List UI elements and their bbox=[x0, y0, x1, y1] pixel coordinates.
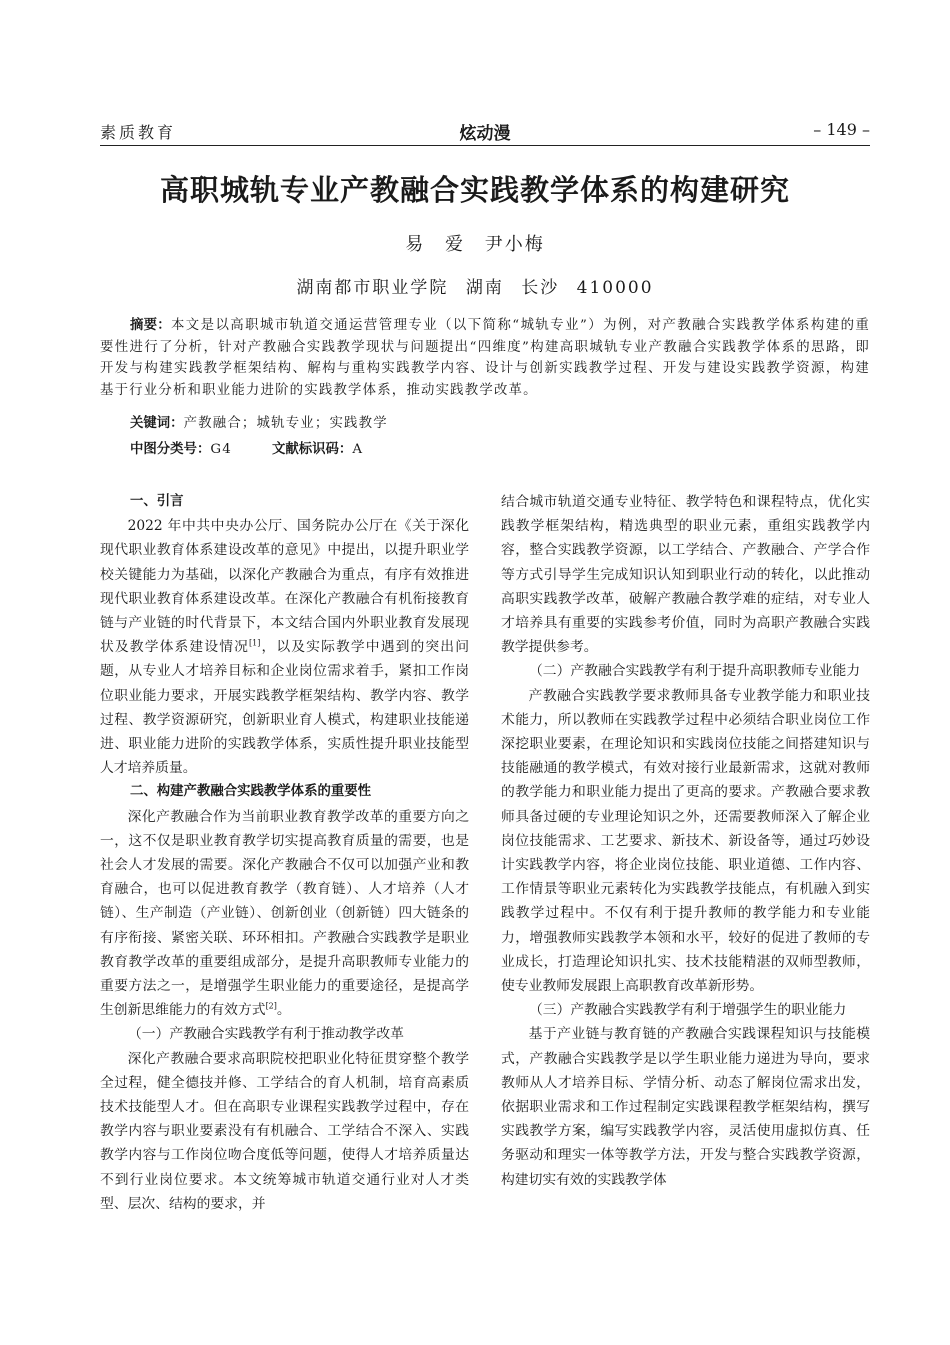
header-rule bbox=[100, 145, 870, 146]
keywords-label: 关键词： bbox=[130, 416, 184, 431]
paragraph: 深化产教融合作为当前职业教育教学改革的重要方向之一，这不仅是职业教育教学切实提高教育质量的需要，也是社会人才发展的需要。深化产教融合不仅可以加强产业和教育融合，也可以促进教育教学（教育链）、人才培养（人才链）、生产制造（产业链）、创新创业（创新链）四大链条的有序衔接、紧密关联、环环相扣。产教融合实践教学是职业教育教学改革的重要组成部分，是提升高职教师专业能力的重要方法之一，是增强学生职业能力的重要途径，是提高学生创新思维能力的有效方式[2]。 bbox=[100, 808, 469, 1019]
subsection-heading: （二）产教融合实践教学有利于提升高职教师专业能力 bbox=[529, 663, 861, 680]
paragraph: 结合城市轨道交通专业特征、教学特色和课程特点，优化实践教学框架结构，精选典型的职业元素，重组实践教学内容，整合实践教学资源，以工学结合、产教融合、产学合作等方式引导学生完成知识认知到职业行动的转化，以此推动高职实践教学改革，破解产教融合教学难的症结，对专业人才培养具有重要的实践参考价值，同时为高职产教融合实践教学提供参考。 bbox=[501, 494, 870, 656]
keywords-text: 产教融合；城轨专业；实践教学 bbox=[183, 416, 388, 431]
abstract bbox=[100, 315, 870, 401]
paragraph: 基于产业链与教育链的产教融合实践课程知识与技能模式，产教融合实践教学是以学生职业能力递进为导向，要求教师从人才培养目标、学情分析、动态了解岗位需求出发，依据职业需求和工作过程制定实践课程教学框架结构，撰写实践教学方案，编写实践教学内容，灵活使用虚拟仿真、任务驱动和理实一体等教学方法，开发与整合实践教学资源，构建切实有效的实践教学体 bbox=[501, 1026, 870, 1188]
keywords bbox=[130, 412, 388, 431]
journal-section-name: 素质教育 bbox=[100, 123, 177, 142]
clc-label: 中图分类号： bbox=[130, 442, 211, 457]
section-heading: 一、引言 bbox=[130, 494, 184, 509]
affiliation: 湖南都市职业学院 湖南 长沙 410000 bbox=[296, 278, 654, 298]
paper-title: 高职城轨专业产教融合实践教学体系的构建研究 bbox=[159, 173, 790, 207]
citation-ref: [1] bbox=[249, 638, 261, 648]
section-heading: 二、构建产教融合实践教学体系的重要性 bbox=[130, 784, 372, 800]
subsection-heading: （一）产教融合实践教学有利于推动教学改革 bbox=[128, 1026, 404, 1043]
subsection-heading: （三）产教融合实践教学有利于增强学生的职业能力 bbox=[529, 1002, 847, 1019]
classification bbox=[130, 438, 363, 457]
paragraph: 2022 年中共中央办公厅、国务院办公厅在《关于深化现代职业教育体系建设改革的意见》中提出，以提升职业学校关键能力为基础，以深化产教融合为重点，有序有效推进现代职业教育体系建设改革。在深化产教融合有机衔接教育链与产业链的时代背景下，本文结合国内外职业教育发展现状及教学体系建设情况[1]，以及实际教学中遇到的突出问题，从专业人才培养目标和企业岗位需求着手，紧扣工作岗位职业能力要求，开展实践教学框架结构、教学内容、教学过程、教学资源研究，创新职业育人模式，构建职业技能递进、职业能力进阶的实践教学体系，实质性提升职业技能型人才培养质量。 bbox=[100, 518, 470, 777]
doc-code-label: 文献标识码： bbox=[271, 442, 353, 457]
body-column-right bbox=[501, 490, 870, 1192]
doc-code-value: A bbox=[352, 442, 364, 457]
paragraph: 产教融合实践教学要求教师具备专业教学能力和职业技术能力，所以教师在实践教学过程中必须结合职业岗位工作深挖职业要素，在理论知识和实践岗位技能之间搭建知识与技能融通的教学模式，有效对接行业最新需求，这就对教师的教学能力和职业能力提出了更高的要求。产教融合要求教师具备过硬的专业理论知识之外，还需要教师深入了解企业岗位技能需求、工艺要求、新技术、新设备等，通过巧妙设计实践教学内容，将企业岗位技能、职业道德、工作内容、工作情景等职业元素转化为实践教学技能点，有机融入到实践教学过程中。不仅有利于提升教师的教学能力和专业能力，增强教师实践教学本领和水平，较好的促进了教师的专业成长，打造理论知识扎实、技术技能精湛的双师型教师，使专业教师发展跟上高职教育改革新形势。 bbox=[501, 687, 870, 995]
page-number: – 149 – bbox=[813, 120, 870, 139]
paragraph: 深化产教融合要求高职院校把职业化特征贯穿整个教学全过程，健全德技并修、工学结合的育人机制，培育高素质技术技能型人才。但在高职专业课程实践教学过程中，存在教学内容与职业要素没有有机融合、工学结合不深入、实践教学内容与工作岗位吻合度低等问题，使得人才培养质量达不到行业岗位要求。本文统筹城市轨道交通行业对人才类型、层次、结构的要求，并 bbox=[100, 1050, 469, 1212]
clc-value: G4 bbox=[210, 442, 232, 457]
column-name: 炫动漫 bbox=[459, 124, 511, 144]
body-column-left bbox=[100, 490, 469, 1216]
running-header bbox=[100, 116, 870, 146]
citation-ref: [2] bbox=[265, 1001, 277, 1011]
abstract-label: 摘要： bbox=[130, 318, 171, 333]
abstract-text: 本文是以高职城市轨道交通运营管理专业（以下简称“城轨专业”）为例，对产教融合实践教学体系构建的重要性进行了分析，针对产教融合实践教学现状与问题提出“四维度”构建高职城轨专业产教融合实践教学体系的思路，即开发与构建实践教学框架结构、解构与重构实践教学内容、设计与创新实践教学过程、开发与建设实践教学资源，构建基于行业分析和职业能力进阶的实践教学体系，推动实践教学改革。 bbox=[100, 318, 871, 398]
authors: 易 爱 尹小梅 bbox=[405, 234, 545, 255]
